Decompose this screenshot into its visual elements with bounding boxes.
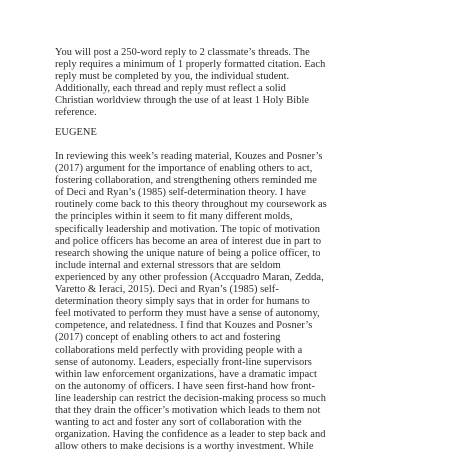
instructions-line: Christian worldview through the use of at least 1 Holy Bible [55,95,310,107]
response-line: line leadership can restrict the decision-making process so much [55,392,326,404]
response-line: research showing the unique nature of being a police officer, to [55,247,321,259]
response-line: In reviewing this week’s reading material, Kouzes and Posner’s [55,151,323,162]
response-line: allow others to make decisions is a worthy investment. While [55,441,314,453]
instructions-line: reference. [55,107,97,119]
instructions-line: You will post a 250-word reply to 2 classmate’s threads. The [55,47,310,58]
response-line: within law enforcement organizations, have a dramatic impact [55,368,317,380]
response-line: (2017) argument for the importance of enabling others to act, [55,163,313,175]
response-line: determination theory simply says that in order for humans to [55,296,310,308]
response-line: feel motivated to perform they must have a sense of autonomy, [55,308,320,320]
response-line: competence, and relatedness. I find that Kouzes and Posner’s [55,320,313,332]
response-line: Varetto & Ieraci, 2015). Deci and Ryan’s (1985) self- [55,284,279,296]
instructions-line: reply must be completed by you, the individual student. [55,71,290,83]
response-paragraph [55,151,405,453]
response-line: collaborations meld perfectly with providing people with a [55,344,303,356]
response-line: on the autonomy of officers. I have seen first-hand how front- [55,380,315,392]
instructions-line: Additionally, each thread and reply must reflect a solid [55,83,286,95]
response-line: routinely come back to this theory throughout my coursework as [55,199,327,211]
response-line: (2017) concept of enabling others to act and fostering [55,332,281,344]
response-line: of Deci and Ryan’s (1985) self-determination theory. I have [55,187,306,199]
response-line: include internal and external stressors that are seldom [55,259,281,271]
response-line: wanting to act and foster any sort of collaboration with the [55,417,302,429]
author-name [55,127,405,139]
response-line: specifically leadership and motivation. The topic of motivation [55,223,320,235]
response-line: sense of autonomy. Leaders, especially front-line supervisors [55,356,312,368]
response-line: the principles within it seem to fit many different molds, [55,211,293,223]
response-line: organization. Having the confidence as a leader to step back and [55,429,326,441]
response-line: and police officers has become an area of interest due in part to [55,235,322,247]
response-line: fostering collaboration, and strengthening others reminded me [55,175,317,187]
assignment-instructions [55,47,405,120]
instructions-line: reply requires a minimum of 1 properly formatted citation. Each [55,59,326,71]
author-name-text: EUGENE [55,127,97,138]
response-line: experienced by any other profession (Accquadro Maran, Zedda, [55,271,324,283]
response-line: that they drain the officer’s motivation which leads to them not [55,404,321,416]
